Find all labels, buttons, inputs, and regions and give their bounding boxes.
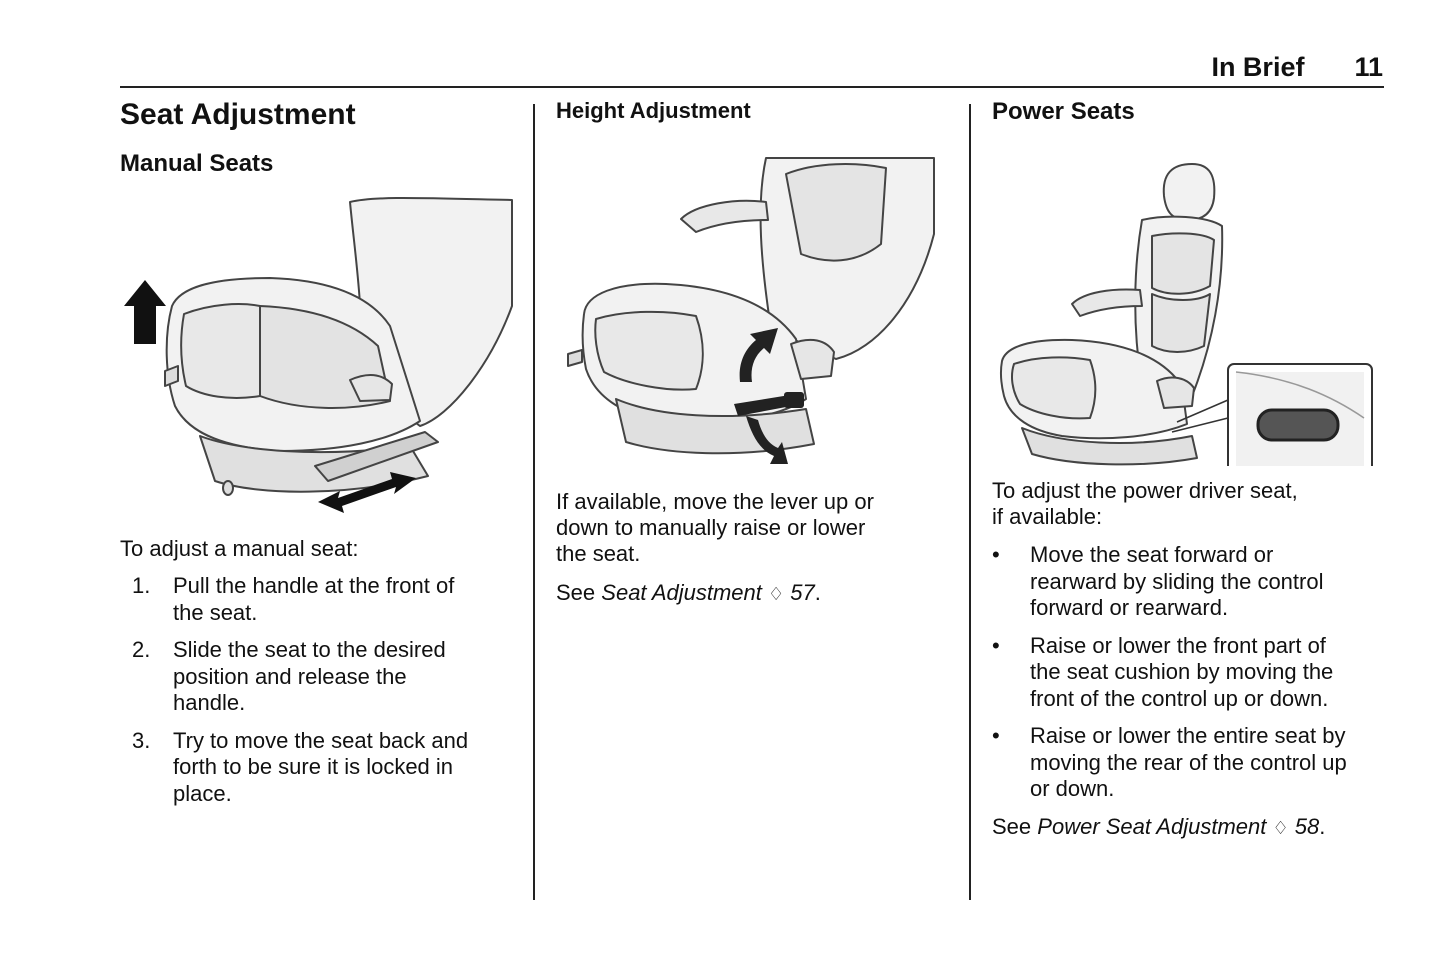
step-text: Pull the handle at the front of	[173, 573, 455, 598]
body-line: If available, move the lever up or	[556, 489, 874, 514]
body-line: if available:	[992, 504, 1103, 529]
column-height-adjustment	[556, 98, 951, 607]
header-rule	[120, 86, 1384, 88]
reference-page[interactable]: 58	[1294, 813, 1320, 839]
manual-seat-illustration	[120, 196, 515, 526]
body-line: the seat.	[556, 541, 641, 566]
page-reference-icon: ♢	[768, 584, 785, 604]
height-adjustment-heading: Height Adjustment	[556, 98, 751, 123]
column-divider-1	[533, 104, 535, 900]
list-item	[120, 637, 515, 717]
bullet-text: Move the seat forward or	[1030, 542, 1274, 567]
bullet-text: front of the control up or down.	[1030, 685, 1329, 711]
reference-link[interactable]: Seat Adjustment	[601, 580, 762, 605]
page-header	[1211, 52, 1383, 83]
reference-page[interactable]: 57	[790, 580, 815, 605]
list-item	[992, 633, 1387, 713]
column-power-seats	[992, 98, 1387, 841]
step-text: the seat.	[173, 599, 258, 625]
bullet-text: Raise or lower the entire seat by	[1030, 723, 1346, 748]
body-line: To adjust the power driver seat,	[992, 478, 1298, 503]
see-label: See	[992, 813, 1032, 839]
step-text: forth to be sure it is locked in	[173, 754, 454, 779]
power-seat-bullets	[992, 542, 1387, 803]
list-item	[120, 728, 515, 808]
page-title: Seat Adjustment	[120, 98, 356, 131]
step-number: 3.	[132, 727, 151, 753]
page-reference-icon: ♢	[1272, 817, 1289, 838]
list-item	[992, 542, 1387, 622]
power-seat-intro	[992, 478, 1387, 530]
subsection-title: Manual Seats	[120, 150, 274, 177]
step-text: Slide the seat to the desired	[173, 637, 446, 662]
step-text: place.	[173, 780, 232, 806]
step-number: 1.	[132, 573, 151, 598]
step-text: handle.	[173, 690, 246, 715]
column-manual-seats	[120, 98, 515, 818]
punctuation: .	[814, 580, 821, 605]
power-seat-illustration	[992, 156, 1377, 466]
seat-adjustment-cross-reference	[556, 580, 951, 607]
list-item	[120, 573, 515, 626]
section-title: In Brief	[1211, 52, 1305, 82]
bullet-text: forward or rearward.	[1030, 595, 1229, 620]
height-lever-illustration	[556, 154, 941, 469]
see-label: See	[556, 580, 596, 605]
step-number: 2.	[132, 637, 151, 662]
page-number: 11	[1354, 52, 1383, 82]
column-divider-2	[969, 104, 971, 900]
body-line: down to manually raise or lower	[556, 515, 866, 540]
reference-link[interactable]: Power Seat Adjustment	[1037, 813, 1267, 839]
list-item	[992, 723, 1387, 803]
manual-seat-steps	[120, 573, 515, 807]
bullet-text: Raise or lower the front part of	[1030, 632, 1326, 658]
manual-seat-intro: To adjust a manual seat:	[120, 536, 359, 561]
bullet-text: rearward by sliding the control	[1030, 568, 1324, 594]
punctuation: .	[1319, 813, 1326, 839]
power-seat-cross-reference	[992, 814, 1387, 841]
power-seats-heading: Power Seats	[992, 98, 1135, 125]
bullet-text: or down.	[1030, 776, 1115, 801]
bullet-text: the seat cushion by moving the	[1030, 659, 1334, 684]
step-text: position and release the	[173, 663, 407, 689]
step-text: Try to move the seat back and	[173, 727, 469, 753]
bullet-text: moving the rear of the control up	[1030, 749, 1347, 775]
height-adjustment-body	[556, 489, 951, 567]
